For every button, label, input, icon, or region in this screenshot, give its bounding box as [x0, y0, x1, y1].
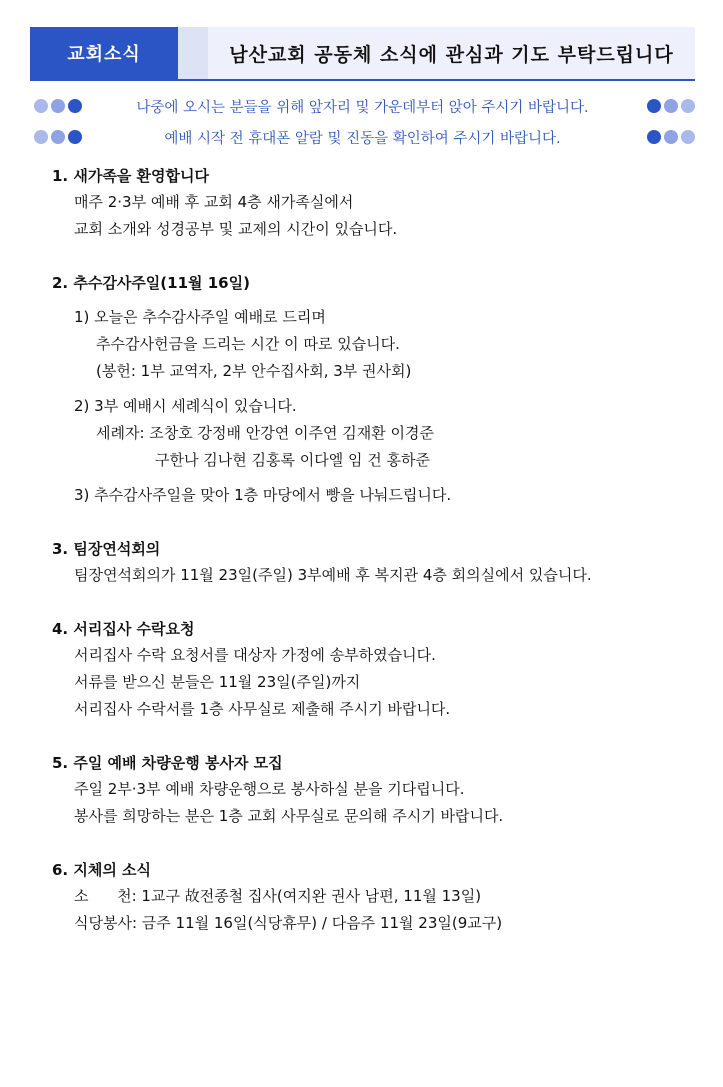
section-line: 세례자: 조창호 강정배 안강연 이주연 김재환 이경준: [96, 424, 434, 442]
section-line: 봉사를 희망하는 분은 1층 교회 사무실로 문의해 주시기 바랍니다.: [74, 807, 504, 825]
section-title: 3. 팀장연석회의: [52, 540, 161, 558]
section-line: 3) 추수감사주일을 맞아 1층 마당에서 빵을 나눠드립니다.: [74, 486, 452, 504]
section-title: 1. 새가족을 환영합니다: [52, 167, 209, 185]
section-title: 5. 주일 예배 차량운행 봉사자 모집: [52, 754, 283, 772]
section-line: 식당봉사: 금주 11월 16일(식당휴무) / 다음주 11월 23일(9교구): [74, 914, 503, 932]
notice-text: 예배 시작 전 휴대폰 알람 및 진동을 확인하여 주시기 바랍니다.: [164, 130, 561, 147]
section-line: 교회 소개와 성경공부 및 교제의 시간이 있습니다.: [74, 220, 398, 238]
section-line: 2) 3부 예배시 세례식이 있습니다.: [74, 397, 297, 415]
section-title: 4. 서리집사 수락요청: [52, 620, 195, 638]
header-banner: [30, 27, 695, 81]
section-line: 1) 오늘은 추수감사주일 예배로 드리며: [74, 308, 326, 326]
header-tag: 교회소식: [30, 27, 178, 79]
notice-line-2: [30, 125, 695, 149]
section-line: 팀장연석회의가 11월 23일(주일) 3부예배 후 복지관 4층 회의실에서 있습니다.: [74, 566, 592, 584]
news-content: [52, 163, 692, 937]
dots-decoration-left: [34, 99, 90, 113]
dots-decoration-right: [639, 99, 695, 113]
section-line: 서류를 받으신 분들은 11월 23일(주일)까지: [74, 673, 361, 691]
dots-decoration-right: [639, 130, 695, 144]
section-line: 주일 2부·3부 예배 차량운행으로 봉사하실 분을 기다립니다.: [74, 780, 465, 798]
section-title: 6. 지체의 소식: [52, 861, 152, 879]
section-title: 2. 추수감사주일(11월 16일): [52, 274, 250, 292]
notice-text: 나중에 오시는 분들을 위해 앞자리 및 가운데부터 앉아 주시기 바랍니다.: [136, 99, 589, 116]
section-line: 매주 2·3부 예배 후 교회 4층 새가족실에서: [74, 193, 354, 211]
section-line: 추수감사헌금을 드리는 시간 이 따로 있습니다.: [96, 335, 400, 353]
section-line: 소 천: 1교구 故전종철 집사(여지완 권사 남편, 11월 13일): [74, 887, 482, 905]
section-line: 구한나 김나현 김홍록 이다엘 임 건 홍하준: [155, 451, 430, 469]
section-line: 서리집사 수락서를 1층 사무실로 제출해 주시기 바랍니다.: [74, 700, 451, 718]
header-title: 남산교회 공동체 소식에 관심과 기도 부탁드립니다: [208, 27, 695, 79]
notice-line-1: [30, 94, 695, 118]
section-line: (봉헌: 1부 교역자, 2부 안수집사회, 3부 권사회): [96, 362, 412, 380]
dots-decoration-left: [34, 130, 90, 144]
section-line: 서리집사 수락 요청서를 대상자 가정에 송부하였습니다.: [74, 646, 436, 664]
